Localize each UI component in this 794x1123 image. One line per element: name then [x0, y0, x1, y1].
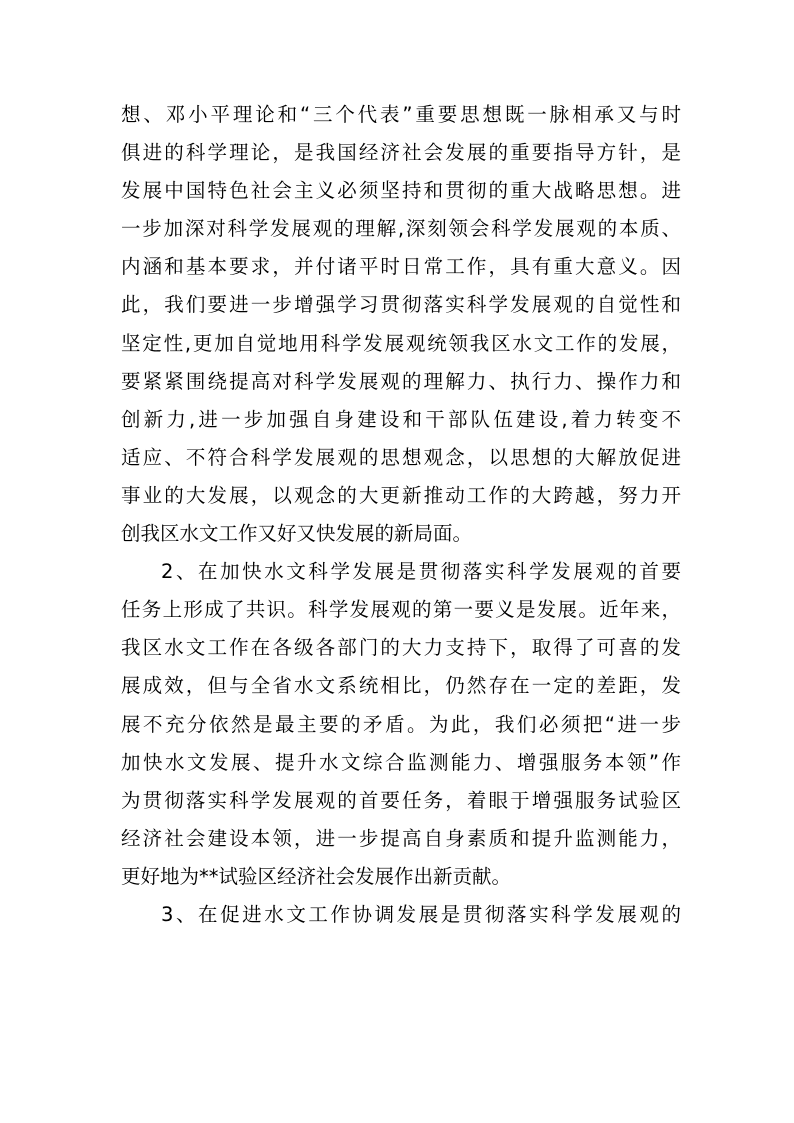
- text-line: 想、邓小平理论和“三个代表”重要思想既一脉相承又与时: [121, 103, 681, 126]
- text-line: 展成效，但与全省水文系统相比，仍然存在一定的差距，发: [121, 674, 681, 698]
- text-line: 内涵和基本要求，并付诸平时日常工作，具有重大意义。因: [121, 255, 681, 279]
- text-line: 经济社会建设本领，进一步提高自身素质和提升监测能力，: [121, 826, 681, 850]
- text-line: 发展中国特色社会主义必须坚持和贯彻的重大战略思想。进: [121, 179, 681, 203]
- text-line: 加快水文发展、提升水文综合监测能力、增强服务本领”作: [121, 750, 681, 774]
- text-line: 2、在加快水文科学发展是贯彻落实科学发展观的首要: [161, 560, 681, 584]
- text-line: 3、在促进水文工作协调发展是贯彻落实科学发展观的: [161, 902, 681, 926]
- body-text: [121, 96, 681, 934]
- text-line: 创新力,进一步加强自身建设和干部队伍建设,着力转变不: [121, 407, 681, 431]
- text-line: 要紧紧围绕提高对科学发展观的理解力、执行力、操作力和: [121, 369, 681, 393]
- text-line: 创我区水文工作又好又快发展的新局面。: [121, 522, 473, 546]
- text-line: 此，我们要进一步增强学习贯彻落实科学发展观的自觉性和: [121, 293, 681, 317]
- text-line: 展不充分依然是最主要的矛盾。为此，我们必须把“进一步: [121, 712, 681, 736]
- text-line: 坚定性,更加自觉地用科学发展观统领我区水文工作的发展，: [121, 331, 681, 355]
- text-line: 更好地为**试验区经济社会发展作出新贡献。: [121, 864, 512, 888]
- text-line: 事业的大发展，以观念的大更新推动工作的大跨越，努力开: [121, 483, 681, 507]
- text-line: 俱进的科学理论，是我国经济社会发展的重要指导方针，是: [121, 141, 681, 165]
- text-line: 为贯彻落实科学发展观的首要任务，着眼于增强服务试验区: [121, 788, 681, 812]
- text-line: 我区水文工作在各级各部门的大力支持下，取得了可喜的发: [121, 636, 681, 660]
- text-line: 一步加深对科学发展观的理解,深刻领会科学发展观的本质、: [121, 217, 681, 241]
- text-line: 任务上形成了共识。科学发展观的第一要义是发展。近年来，: [121, 598, 681, 622]
- text-line: 适应、不符合科学发展观的思想观念，以思想的大解放促进: [121, 445, 681, 469]
